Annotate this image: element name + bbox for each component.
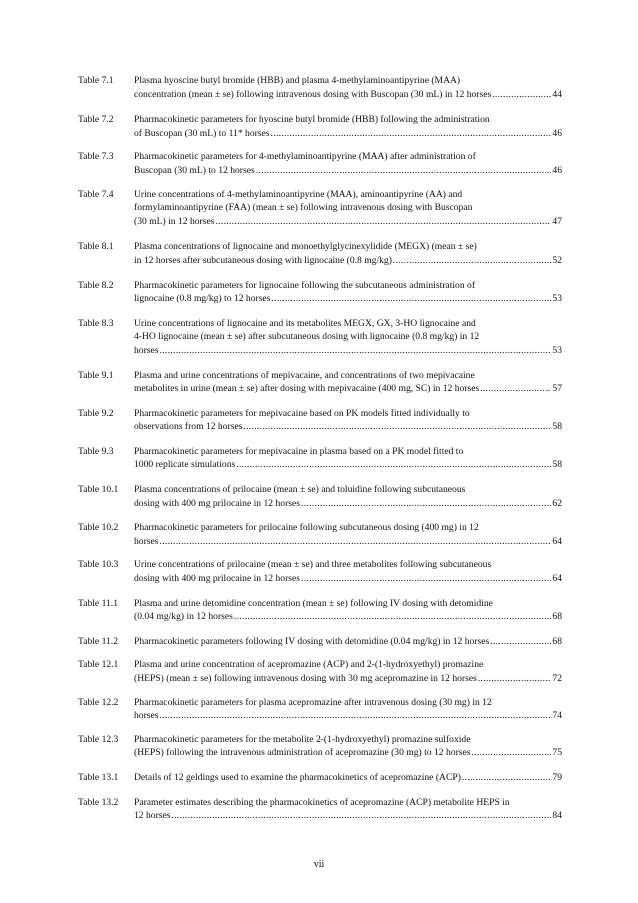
dot-leader [160, 709, 552, 723]
page-ref[interactable]: 46 [552, 164, 562, 176]
page-ref[interactable]: 47 [552, 215, 562, 227]
dot-leader [490, 635, 551, 649]
caption-last-line [134, 572, 562, 586]
caption-last-line [134, 127, 562, 141]
toc-entry[interactable] [78, 407, 562, 434]
caption-line: 1000 replicate simulations [134, 459, 236, 471]
page-ref[interactable]: 64 [552, 535, 562, 547]
caption-line: 12 horses [134, 810, 171, 822]
caption-line: Plasma concentrations of prilocaine (mean ± se) and toluidine following subcutaneous [134, 484, 466, 496]
table-label: Table 8.2 [78, 279, 114, 291]
caption-line: Buscopan (30 mL) to 12 horses [134, 164, 255, 176]
table-label: Table 7.3 [78, 151, 114, 163]
caption-line: 4-HO lignocaine (mean ± se) after subcutaneous dosing with lignocaine (0.8 mg/kg) in 12 [134, 331, 480, 343]
page-ref[interactable]: 58 [552, 459, 562, 471]
page-ref[interactable]: 62 [552, 497, 562, 509]
page-ref[interactable]: 57 [552, 383, 562, 395]
toc-entry[interactable] [78, 240, 562, 267]
toc-entry[interactable] [78, 733, 562, 760]
dot-leader [236, 458, 551, 472]
caption-line: Plasma concentrations of lignocaine and monoethylglycinexylidide (MEGX) (mean ± se) [134, 241, 477, 253]
toc-entry[interactable] [78, 317, 562, 358]
toc-entry[interactable] [78, 597, 562, 624]
page-number: vii [313, 859, 325, 870]
caption-last-line [134, 771, 562, 785]
table-caption [134, 188, 562, 229]
caption-line: horses [134, 710, 159, 722]
table-label: Table 9.1 [78, 369, 114, 381]
page-ref[interactable]: 58 [552, 421, 562, 433]
page-ref[interactable]: 72 [552, 673, 562, 684]
toc-entry[interactable] [78, 279, 562, 306]
caption-line: Pharmacokinetic parameters following IV dosing with detomidine (0.04 mg/kg) in 12 horses [134, 635, 490, 647]
caption-line: Pharmacokinetic parameters for lignocaine following the subcutaneous administration of [134, 279, 476, 291]
caption-line: Pharmacokinetic parameters for hyoscine butyl bromide (HBB) following the administration [134, 114, 490, 126]
page-ref[interactable]: 68 [552, 611, 562, 623]
page-ref[interactable]: 79 [552, 771, 562, 783]
table-caption [134, 150, 562, 177]
table-label: Table 9.3 [78, 445, 114, 457]
toc-entry[interactable] [78, 696, 562, 723]
caption-last-line [134, 535, 562, 549]
toc-entry[interactable] [78, 558, 562, 585]
caption-line: Plasma hyoscine butyl bromide (HBB) and plasma 4-methylaminoantipyrine (MAA) [134, 75, 461, 86]
table-label: Table 13.1 [78, 771, 119, 783]
caption-line: Pharmacokinetic parameters for prilocaine following subcutaneous dosing (400 mg) in 12 [134, 522, 479, 534]
caption-last-line [134, 292, 562, 306]
caption-last-line [134, 610, 562, 624]
caption-last-line [134, 215, 562, 229]
table-label: Table 9.2 [78, 407, 114, 419]
caption-line: Plasma and urine detomidine concentration (mean ± se) following IV dosing with detomidine [134, 597, 493, 609]
caption-line: (HEPS) (mean ± se) following intravenous dosing with 30 mg acepromazine in 12 horses [134, 673, 477, 684]
table-caption [134, 279, 562, 306]
toc-entry[interactable] [78, 771, 562, 785]
toc-entry[interactable] [78, 658, 562, 685]
toc-entry[interactable] [78, 188, 562, 229]
caption-line: Pharmacokinetic parameters for 4-methylaminoantipyrine (MAA) after administration of [134, 151, 476, 163]
table-label: Table 10.2 [78, 522, 119, 534]
caption-line: (HEPS) following the intravenous administration of acepromazine (30 mg) to 12 horses [134, 747, 471, 759]
table-caption [134, 240, 562, 267]
toc-entry[interactable] [78, 369, 562, 396]
table-caption [134, 483, 562, 510]
page-ref[interactable]: 52 [552, 254, 562, 266]
dot-leader [480, 382, 551, 396]
caption-last-line [134, 672, 562, 686]
caption-line: (0.04 mg/kg) in 12 horses [134, 611, 233, 623]
table-caption [134, 733, 562, 760]
caption-last-line [134, 420, 562, 434]
dot-leader [492, 88, 551, 102]
toc-entry[interactable] [78, 635, 562, 649]
table-label: Table 11.2 [78, 635, 118, 647]
table-caption [134, 407, 562, 434]
page-ref[interactable]: 44 [552, 88, 562, 100]
caption-last-line [134, 254, 562, 268]
page-ref[interactable]: 68 [552, 635, 562, 647]
table-caption [134, 521, 562, 548]
caption-line: metabolites in urine (mean ± se) after dosing with mepivacaine (400 mg, SC) in 12 horses [134, 383, 480, 395]
caption-line: dosing with 400 mg prilocaine in 12 horses [134, 497, 301, 509]
table-caption [134, 597, 562, 624]
dot-leader [462, 771, 552, 785]
caption-last-line [134, 709, 562, 723]
caption-line: Urine concentrations of 4-methylaminoantipyrine (MAA), aminoantipyrine (AA) and [134, 188, 463, 200]
table-label: Table 12.1 [78, 659, 119, 671]
page-ref[interactable]: 75 [552, 747, 562, 759]
table-caption [134, 696, 562, 723]
toc-entry[interactable] [78, 796, 562, 823]
table-label: Table 8.3 [78, 317, 114, 329]
caption-line: Plasma and urine concentrations of mepivacaine, and concentrations of two mepivacaine [134, 369, 475, 381]
caption-line: Pharmacokinetic parameters for the metabolite 2-(1-hydroxyethyl) promazine sulfoxide [134, 733, 471, 745]
table-caption [134, 317, 562, 358]
table-label: Table 10.1 [78, 484, 119, 496]
caption-last-line [134, 88, 562, 102]
table-caption [134, 658, 562, 685]
caption-line: formylaminoantipyrine (FAA) (mean ± se) following intravenous dosing with Buscopan [134, 202, 473, 214]
toc-entry[interactable] [78, 483, 562, 510]
page-ref[interactable]: 53 [552, 344, 562, 356]
caption-line: Pharmacokinetic parameters for mepivacaine in plasma based on a PK model fitted to [134, 445, 464, 457]
table-label: Table 13.2 [78, 796, 119, 808]
table-label: Table 8.1 [78, 241, 114, 253]
table-caption [134, 771, 562, 785]
caption-last-line [134, 164, 562, 178]
list-of-tables [78, 74, 562, 823]
caption-line: Pharmacokinetic parameters for plasma acepromazine after intravenous dosing (30 mg) in 12 [134, 696, 492, 708]
caption-line: Details of 12 geldings used to examine the pharmacokinetics of acepromazine (ACP) [134, 771, 461, 783]
dot-leader [472, 746, 552, 760]
dot-leader [215, 215, 551, 229]
caption-last-line [134, 382, 562, 396]
dot-leader [256, 164, 552, 178]
caption-last-line [134, 809, 562, 823]
dot-leader [271, 292, 551, 306]
table-caption [134, 635, 562, 649]
table-caption [134, 445, 562, 472]
toc-entry[interactable] [78, 113, 562, 140]
caption-line: of Buscopan (30 mL) to 11* horses [134, 127, 270, 139]
table-label: Table 7.4 [78, 188, 114, 200]
dot-leader [301, 572, 551, 586]
dot-leader [243, 420, 551, 434]
toc-entry[interactable] [78, 74, 562, 101]
table-caption [134, 113, 562, 140]
table-caption [134, 558, 562, 585]
caption-last-line [134, 458, 562, 472]
table-label: Table 12.3 [78, 733, 119, 745]
caption-line: observations from 12 horses [134, 421, 243, 433]
table-caption [134, 74, 562, 101]
page-ref[interactable]: 53 [552, 293, 562, 305]
dot-leader [234, 610, 552, 624]
dot-leader [393, 254, 551, 268]
dot-leader [160, 535, 552, 549]
table-caption [134, 369, 562, 396]
caption-line: horses [134, 344, 159, 356]
table-label: Table 10.3 [78, 559, 119, 571]
caption-last-line [134, 746, 562, 760]
caption-line: horses [134, 535, 159, 547]
toc-entry[interactable] [78, 521, 562, 548]
caption-line: in 12 horses after subcutaneous dosing with lignocaine (0.8 mg/kg) [134, 254, 392, 266]
dot-leader [301, 497, 551, 511]
table-label: Table 11.1 [78, 597, 118, 609]
page-ref[interactable]: 64 [552, 573, 562, 585]
dot-leader [478, 672, 552, 686]
page-ref[interactable]: 84 [552, 810, 562, 822]
caption-line: Urine concentrations of lignocaine and its metabolites MEGX, GX, 3-HO lignocaine and [134, 317, 476, 329]
dot-leader [160, 344, 552, 358]
caption-line: Parameter estimates describing the pharmacokinetics of acepromazine (ACP) metabolite HEPS in [134, 796, 510, 808]
caption-line: lignocaine (0.8 mg/kg) to 12 horses [134, 293, 271, 305]
table-label: Table 7.2 [78, 114, 114, 126]
page-ref[interactable]: 46 [552, 127, 562, 139]
caption-line: Plasma and urine concentration of acepromazine (ACP) and 2-(1-hydroxyethyl) promazine [134, 659, 484, 671]
caption-line: (30 mL) in 12 horses [134, 215, 215, 227]
table-label: Table 7.1 [78, 75, 114, 86]
caption-line: Urine concentrations of prilocaine (mean ± se) and three metabolites following subcutaneous [134, 559, 492, 571]
dot-leader [271, 127, 552, 141]
caption-last-line [134, 497, 562, 511]
caption-last-line [134, 344, 562, 358]
page-ref[interactable]: 74 [552, 710, 562, 722]
toc-entry[interactable] [78, 445, 562, 472]
caption-last-line [134, 635, 562, 649]
table-caption [134, 796, 562, 823]
dot-leader [172, 809, 552, 823]
caption-line: concentration (mean ± se) following intravenous dosing with Buscopan (30 mL) in 12 horses [134, 88, 492, 100]
caption-line: dosing with 400 mg prilocaine in 12 horses [134, 573, 301, 585]
caption-line: Pharmacokinetic parameters for mepivacaine based on PK models fitted individually to [134, 407, 470, 419]
toc-entry[interactable] [78, 150, 562, 177]
table-label: Table 12.2 [78, 696, 119, 708]
